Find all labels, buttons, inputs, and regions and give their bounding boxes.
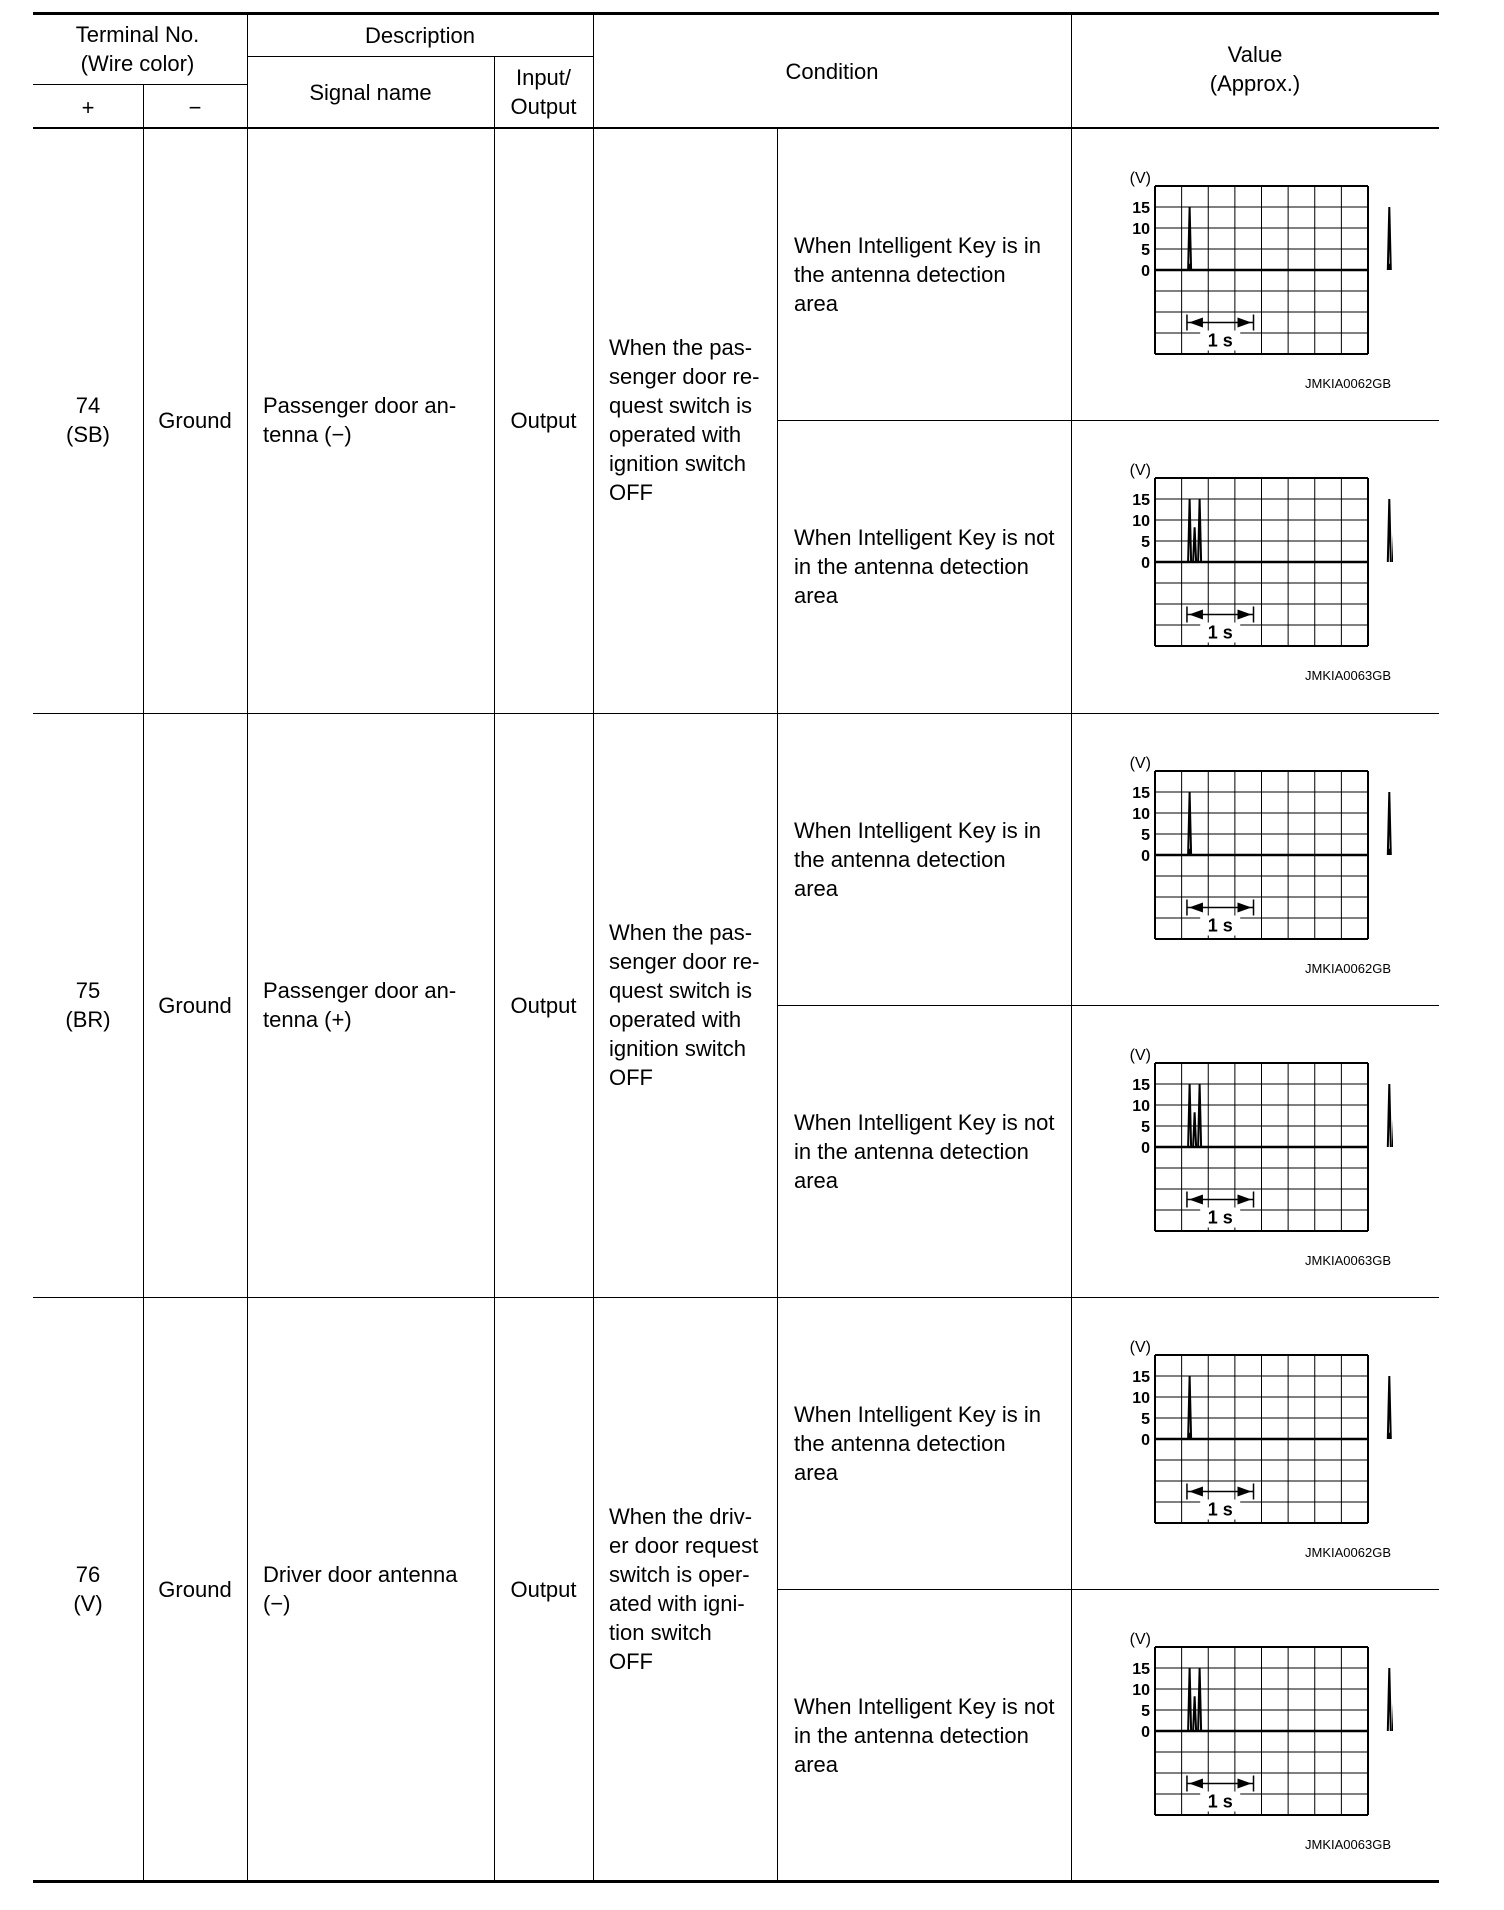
waveform-unit-label: (V): [1129, 755, 1151, 772]
waveform-tick-label: 10: [1132, 806, 1150, 823]
terminal-number: 75: [75, 978, 101, 1003]
waveform-pulse: [1198, 1084, 1201, 1147]
terminal-number: 74: [75, 393, 101, 418]
time-scale-label: 1 s: [1207, 915, 1233, 936]
condition-sub: When Intelligent Key is not in the antenna detection area: [794, 1109, 1055, 1193]
waveform-tick-label: 10: [1132, 221, 1150, 238]
waveform-pulse: [1193, 1112, 1196, 1147]
waveform-holder: [1113, 1627, 1393, 1857]
time-scale-marker: [1189, 1487, 1203, 1497]
time-scale-marker: [1238, 610, 1252, 620]
waveform-caption: JMKIA0063GB: [1305, 668, 1391, 683]
vrule-signal-io: [494, 56, 495, 1882]
waveform-tick-label: 10: [1132, 1682, 1150, 1699]
waveform-pulse: [1198, 499, 1201, 562]
time-scale-marker: [1189, 903, 1203, 913]
header-value-label: Value: [1227, 42, 1283, 67]
waveform-tick-label: 5: [1141, 1411, 1150, 1428]
waveform-pulse: [1193, 527, 1196, 562]
input-output: Output: [510, 407, 577, 433]
time-scale-marker: [1189, 1779, 1203, 1789]
time-scale-marker: [1238, 1195, 1252, 1205]
waveform-holder: [1113, 458, 1393, 688]
condition-sub: When Intelligent Key is not in the antenna detection area: [794, 1693, 1055, 1777]
waveform-tick-label: 0: [1141, 848, 1150, 865]
condition-sub: When Intelligent Key is in the antenna detection area: [794, 232, 1042, 316]
vrule-description-condition: [593, 12, 594, 1882]
wire-color: (SB): [66, 422, 110, 447]
terminal-stack: [33, 391, 143, 449]
condition-main: When the driv- er door request switch is oper- ated with igni- tion switch OFF: [609, 1504, 759, 1674]
header-terminal-no-label: Terminal No.: [75, 22, 200, 47]
terminal-cell: [33, 128, 143, 712]
waveform-tick-label: 0: [1141, 1140, 1150, 1157]
waveform-pulse-foot: [1188, 264, 1191, 270]
waveform-tick-label: 10: [1132, 513, 1150, 530]
waveform-tick-label: 5: [1141, 1119, 1150, 1136]
waveform-chart: [1113, 1627, 1393, 1857]
rule-top: [33, 12, 1439, 15]
waveform-pulse: [1388, 207, 1391, 270]
terminal-cell: [33, 1297, 143, 1881]
signal-name: Passenger door an- tenna (−): [263, 393, 457, 447]
condition-main: When the pas- senger door re- quest switch is operated with ignition switch OFF: [609, 920, 760, 1090]
header-description: Description: [364, 22, 476, 48]
waveform-unit-label: (V): [1129, 462, 1151, 479]
waveform-pulse: [1193, 1696, 1196, 1731]
waveform-pulse: [1388, 499, 1391, 562]
value-waveform-cell: [1071, 420, 1439, 712]
header-value: [1071, 40, 1439, 100]
value-waveform-cell: [1071, 1589, 1439, 1881]
waveform-tick-label: 15: [1132, 1661, 1150, 1678]
waveform-unit-label: (V): [1129, 1339, 1151, 1356]
input-output: Output: [510, 1576, 577, 1602]
waveform-tick-label: 0: [1141, 555, 1150, 572]
time-scale-marker: [1189, 610, 1203, 620]
waveform-pulse: [1188, 792, 1191, 855]
vrule-condition-value: [1071, 12, 1072, 1882]
waveform-pulse: [1188, 207, 1191, 270]
waveform-holder: [1113, 166, 1393, 396]
waveform-holder: [1113, 1043, 1393, 1273]
waveform-pulse-foot: [1388, 264, 1391, 270]
rule-header-split-description: [247, 56, 593, 57]
waveform-holder: [1113, 751, 1393, 981]
waveform-chart: [1113, 166, 1393, 396]
header-minus: −: [188, 94, 202, 120]
time-scale-marker: [1238, 318, 1252, 328]
waveform-pulse-foot: [1188, 1433, 1191, 1439]
waveform-caption: JMKIA0063GB: [1305, 1253, 1391, 1268]
header-approx-label: (Approx.): [1209, 71, 1301, 96]
waveform-pulse: [1388, 1084, 1391, 1147]
waveform-pulse: [1188, 499, 1191, 562]
waveform-pulse: [1388, 1668, 1391, 1731]
vrule-terminal-description: [247, 12, 248, 1882]
terminal-stack: [33, 976, 143, 1034]
waveform-tick-label: 0: [1141, 1432, 1150, 1449]
waveform-caption: JMKIA0063GB: [1305, 1837, 1391, 1852]
minus-terminal: Ground: [158, 1576, 232, 1602]
header-input-output: Input/ Output: [510, 65, 577, 119]
rule-row-74-bottom: [33, 713, 1439, 714]
terminal-cell: [33, 713, 143, 1297]
value-waveform-cell: [1071, 1005, 1439, 1297]
condition-sub: When Intelligent Key is in the antenna detection area: [794, 1401, 1042, 1485]
waveform-tick-label: 15: [1132, 200, 1150, 217]
value-waveform-cell: [1071, 1297, 1439, 1589]
rule-header-bottom: [33, 127, 1439, 129]
waveform-pulse-foot: [1188, 849, 1191, 855]
rule-sub-75: [777, 1005, 1439, 1006]
condition-main: When the pas- senger door re- quest switch is operated with ignition switch OFF: [609, 335, 760, 505]
time-scale-marker: [1238, 903, 1252, 913]
header-wire-color-label: (Wire color): [80, 51, 195, 76]
terminal-stack: [33, 1560, 143, 1618]
waveform-unit-label: (V): [1129, 170, 1151, 187]
time-scale-label: 1 s: [1207, 622, 1233, 643]
waveform-unit-label: (V): [1129, 1631, 1151, 1648]
header-plus: +: [81, 94, 95, 120]
rule-header-split-terminal: [33, 84, 247, 85]
signal-name: Driver door antenna (−): [263, 1562, 458, 1616]
rule-sub-76: [777, 1589, 1439, 1590]
vrule-plus-minus: [143, 84, 144, 1882]
vrule-condition-split: [777, 128, 778, 1882]
condition-sub: When Intelligent Key is in the antenna detection area: [794, 817, 1042, 901]
waveform-caption: JMKIA0062GB: [1305, 376, 1391, 391]
waveform-pulse: [1188, 1668, 1191, 1731]
minus-terminal: Ground: [158, 992, 232, 1018]
waveform-caption: JMKIA0062GB: [1305, 961, 1391, 976]
waveform-tick-label: 5: [1141, 242, 1150, 259]
wire-color: (V): [73, 1591, 103, 1616]
time-scale-marker: [1238, 1779, 1252, 1789]
waveform-pulse: [1188, 1084, 1191, 1147]
waveform-tick-label: 10: [1132, 1390, 1150, 1407]
waveform-tick-label: 10: [1132, 1098, 1150, 1115]
time-scale-marker: [1189, 318, 1203, 328]
waveform-tick-label: 15: [1132, 1369, 1150, 1386]
header-condition: Condition: [785, 58, 879, 84]
waveform-tick-label: 0: [1141, 1724, 1150, 1741]
time-scale-marker: [1189, 1195, 1203, 1205]
waveform-pulse: [1388, 792, 1391, 855]
header-signal-name: Signal name: [309, 79, 432, 105]
time-scale-label: 1 s: [1207, 1499, 1233, 1520]
time-scale-label: 1 s: [1207, 1207, 1233, 1228]
waveform-pulse: [1188, 1376, 1191, 1439]
rule-row-75-bottom: [33, 1297, 1439, 1298]
wire-color: (BR): [65, 1007, 111, 1032]
value-waveform-cell: [1071, 128, 1439, 420]
time-scale-label: 1 s: [1207, 330, 1233, 351]
input-output: Output: [510, 992, 577, 1018]
condition-sub: When Intelligent Key is not in the antenna detection area: [794, 524, 1055, 608]
waveform-pulse: [1198, 1668, 1201, 1731]
waveform-tick-label: 15: [1132, 492, 1150, 509]
waveform-pulse-foot: [1388, 849, 1391, 855]
waveform-unit-label: (V): [1129, 1047, 1151, 1064]
time-scale-marker: [1238, 1487, 1252, 1497]
waveform-chart: [1113, 751, 1393, 981]
waveform-chart: [1113, 1043, 1393, 1273]
waveform-pulse: [1388, 1376, 1391, 1439]
waveform-caption: JMKIA0062GB: [1305, 1545, 1391, 1560]
waveform-tick-label: 5: [1141, 1703, 1150, 1720]
waveform-tick-label: 5: [1141, 534, 1150, 551]
waveform-tick-label: 15: [1132, 785, 1150, 802]
minus-terminal: Ground: [158, 407, 232, 433]
terminal-number: 76: [75, 1562, 101, 1587]
waveform-pulse-foot: [1388, 1433, 1391, 1439]
time-scale-label: 1 s: [1207, 1791, 1233, 1812]
rule-sub-74: [777, 420, 1439, 421]
waveform-holder: [1113, 1335, 1393, 1565]
waveform-tick-label: 15: [1132, 1077, 1150, 1094]
waveform-tick-label: 0: [1141, 263, 1150, 280]
waveform-chart: [1113, 458, 1393, 688]
waveform-chart: [1113, 1335, 1393, 1565]
signal-name: Passenger door an- tenna (+): [263, 978, 457, 1032]
value-waveform-cell: [1071, 713, 1439, 1005]
header-terminal-no: [33, 18, 242, 84]
waveform-tick-label: 5: [1141, 827, 1150, 844]
rule-bottom: [33, 1880, 1439, 1883]
